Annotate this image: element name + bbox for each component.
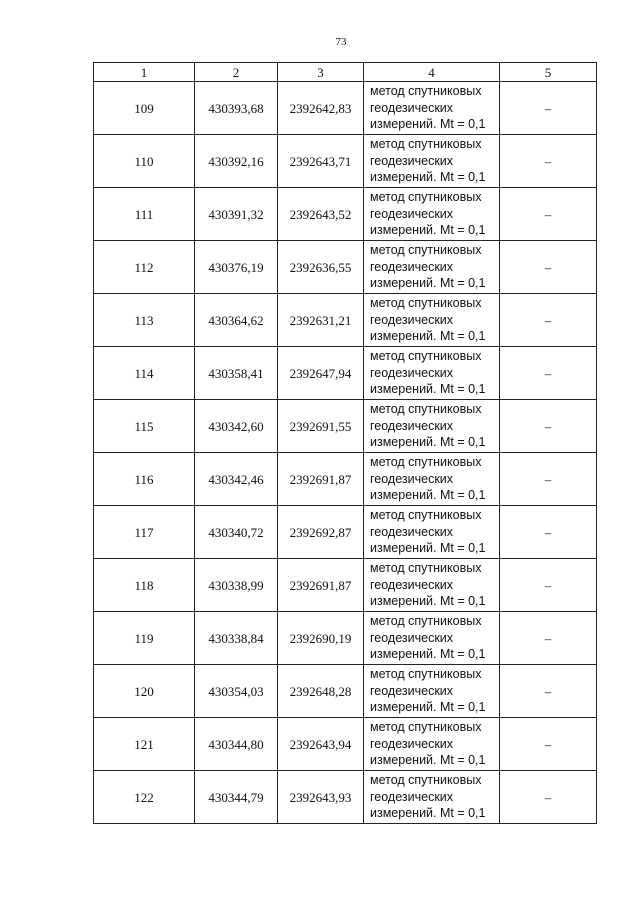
method-text-line: геодезических	[370, 471, 454, 486]
method-text-line: геодезических	[370, 365, 454, 380]
x-coordinate-cell: 430338,99	[195, 559, 278, 612]
table-row	[94, 347, 597, 400]
point-number-cell: 116	[94, 453, 195, 506]
x-coordinate-cell: 430340,72	[195, 506, 278, 559]
table-body	[94, 82, 597, 824]
note-cell: –	[500, 771, 597, 824]
method-cell	[364, 559, 500, 612]
method-text-line: измерений. Mt = 0,1	[370, 753, 486, 768]
point-number-cell: 119	[94, 612, 195, 665]
method-text-line: метод спутниковых	[370, 190, 482, 205]
method-cell	[364, 718, 500, 771]
note-cell: –	[500, 665, 597, 718]
method-text-line: метод спутниковых	[370, 455, 482, 470]
table-row	[94, 241, 597, 294]
table-row	[94, 188, 597, 241]
method-cell	[364, 453, 500, 506]
method-text-line: измерений. Mt = 0,1	[370, 276, 486, 291]
method-text-line: геодезических	[370, 100, 454, 115]
method-text-line: метод спутниковых	[370, 508, 482, 523]
x-coordinate-cell: 430342,60	[195, 400, 278, 453]
note-cell: –	[500, 400, 597, 453]
method-text-line: геодезических	[370, 418, 454, 433]
table-row	[94, 612, 597, 665]
note-cell: –	[500, 453, 597, 506]
table-row	[94, 82, 597, 135]
y-coordinate-cell: 2392648,28	[278, 665, 364, 718]
y-coordinate-cell: 2392643,94	[278, 718, 364, 771]
method-text-line: измерений. Mt = 0,1	[370, 435, 486, 450]
method-cell	[364, 347, 500, 400]
x-coordinate-cell: 430344,80	[195, 718, 278, 771]
point-number-cell: 110	[94, 135, 195, 188]
y-coordinate-cell: 2392643,93	[278, 771, 364, 824]
method-text-line: измерений. Mt = 0,1	[370, 488, 486, 503]
header-col-4: 4	[364, 63, 500, 82]
coordinates-table	[93, 62, 597, 824]
method-text-line: измерений. Mt = 0,1	[370, 806, 486, 821]
note-cell: –	[500, 718, 597, 771]
point-number-cell: 115	[94, 400, 195, 453]
table-row	[94, 771, 597, 824]
table-row	[94, 506, 597, 559]
method-cell	[364, 294, 500, 347]
y-coordinate-cell: 2392647,94	[278, 347, 364, 400]
point-number-cell: 118	[94, 559, 195, 612]
method-cell	[364, 612, 500, 665]
header-col-3: 3	[278, 63, 364, 82]
method-text-line: измерений. Mt = 0,1	[370, 329, 486, 344]
method-text-line: измерений. Mt = 0,1	[370, 382, 486, 397]
method-text-line: геодезических	[370, 153, 454, 168]
table-header-row	[94, 63, 597, 82]
note-cell: –	[500, 559, 597, 612]
method-text-line: измерений. Mt = 0,1	[370, 647, 486, 662]
method-text-line: измерений. Mt = 0,1	[370, 541, 486, 556]
x-coordinate-cell: 430338,84	[195, 612, 278, 665]
method-text-line: метод спутниковых	[370, 561, 482, 576]
note-cell: –	[500, 506, 597, 559]
x-coordinate-cell: 430376,19	[195, 241, 278, 294]
y-coordinate-cell: 2392643,52	[278, 188, 364, 241]
method-cell	[364, 135, 500, 188]
point-number-cell: 121	[94, 718, 195, 771]
table-row	[94, 665, 597, 718]
method-text-line: геодезических	[370, 683, 454, 698]
table-row	[94, 135, 597, 188]
method-text-line: метод спутниковых	[370, 402, 482, 417]
method-text-line: метод спутниковых	[370, 720, 482, 735]
note-cell: –	[500, 188, 597, 241]
method-text-line: метод спутниковых	[370, 349, 482, 364]
method-text-line: измерений. Mt = 0,1	[370, 594, 486, 609]
method-text-line: геодезических	[370, 312, 454, 327]
method-text-line: метод спутниковых	[370, 614, 482, 629]
y-coordinate-cell: 2392690,19	[278, 612, 364, 665]
y-coordinate-cell: 2392643,71	[278, 135, 364, 188]
note-cell: –	[500, 82, 597, 135]
method-text-line: метод спутниковых	[370, 243, 482, 258]
x-coordinate-cell: 430393,68	[195, 82, 278, 135]
point-number-cell: 111	[94, 188, 195, 241]
method-cell	[364, 506, 500, 559]
header-col-5: 5	[500, 63, 597, 82]
table-row	[94, 718, 597, 771]
method-cell	[364, 82, 500, 135]
page-number: 73	[335, 36, 347, 48]
method-cell	[364, 400, 500, 453]
method-text-line: геодезических	[370, 206, 454, 221]
method-text-line: метод спутниковых	[370, 137, 482, 152]
method-text-line: геодезических	[370, 736, 454, 751]
method-text-line: измерений. Mt = 0,1	[370, 170, 486, 185]
table-row	[94, 400, 597, 453]
y-coordinate-cell: 2392692,87	[278, 506, 364, 559]
note-cell: –	[500, 347, 597, 400]
method-cell	[364, 241, 500, 294]
method-text-line: геодезических	[370, 577, 454, 592]
x-coordinate-cell: 430358,41	[195, 347, 278, 400]
note-cell: –	[500, 294, 597, 347]
y-coordinate-cell: 2392636,55	[278, 241, 364, 294]
table-row	[94, 559, 597, 612]
method-text-line: измерений. Mt = 0,1	[370, 117, 486, 132]
point-number-cell: 109	[94, 82, 195, 135]
y-coordinate-cell: 2392691,55	[278, 400, 364, 453]
method-cell	[364, 188, 500, 241]
method-text-line: геодезических	[370, 524, 454, 539]
y-coordinate-cell: 2392642,83	[278, 82, 364, 135]
method-text-line: метод спутниковых	[370, 296, 482, 311]
x-coordinate-cell: 430391,32	[195, 188, 278, 241]
table-row	[94, 294, 597, 347]
point-number-cell: 112	[94, 241, 195, 294]
note-cell: –	[500, 241, 597, 294]
y-coordinate-cell: 2392691,87	[278, 559, 364, 612]
header-col-1: 1	[94, 63, 195, 82]
header-col-2: 2	[195, 63, 278, 82]
method-text-line: геодезических	[370, 259, 454, 274]
table-row	[94, 453, 597, 506]
method-text-line: метод спутниковых	[370, 667, 482, 682]
method-text-line: геодезических	[370, 630, 454, 645]
method-text-line: измерений. Mt = 0,1	[370, 223, 486, 238]
point-number-cell: 114	[94, 347, 195, 400]
method-cell	[364, 771, 500, 824]
y-coordinate-cell: 2392631,21	[278, 294, 364, 347]
point-number-cell: 113	[94, 294, 195, 347]
x-coordinate-cell: 430344,79	[195, 771, 278, 824]
point-number-cell: 117	[94, 506, 195, 559]
note-cell: –	[500, 135, 597, 188]
point-number-cell: 122	[94, 771, 195, 824]
note-cell: –	[500, 612, 597, 665]
point-number-cell: 120	[94, 665, 195, 718]
method-text-line: метод спутниковых	[370, 773, 482, 788]
x-coordinate-cell: 430392,16	[195, 135, 278, 188]
x-coordinate-cell: 430342,46	[195, 453, 278, 506]
method-text-line: геодезических	[370, 789, 454, 804]
y-coordinate-cell: 2392691,87	[278, 453, 364, 506]
method-text-line: измерений. Mt = 0,1	[370, 700, 486, 715]
x-coordinate-cell: 430364,62	[195, 294, 278, 347]
method-cell	[364, 665, 500, 718]
x-coordinate-cell: 430354,03	[195, 665, 278, 718]
method-text-line: метод спутниковых	[370, 84, 482, 99]
